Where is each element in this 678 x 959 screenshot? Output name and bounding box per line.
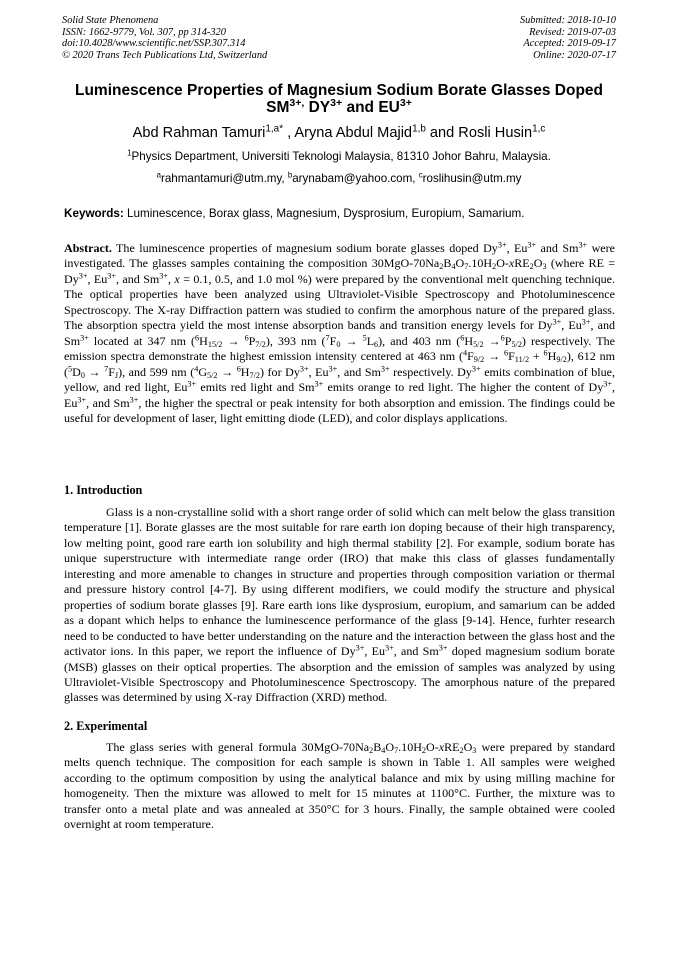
journal-copyright: © 2020 Trans Tech Publications Ltd, Switzerland [62,49,268,61]
keywords-text: Luminescence, Borax glass, Magnesium, Dysprosium, Europium, Samarium. [123,207,525,220]
journal-issn: ISSN: 1662-9779, Vol. 307, pp 314-320 [62,26,226,38]
author-emails: $^a$rahmantamuri@utm.my, $^b$arynabam@yahoo.com, $^c$roslihusin@utm.my [156,170,522,185]
keywords [64,207,624,221]
section-heading-experimental: 2. Experimental [64,719,148,733]
section-heading-introduction: 1. Introduction [64,483,143,497]
paper-title [48,82,630,116]
date-accepted: Accepted: 2019-09-17 [523,38,616,50]
date-submitted: Submitted: 2018-10-10 [519,15,616,26]
journal-header-left [62,15,267,61]
title-line-1: Luminescence Properties of Magnesium Sodium Borate Glasses Doped [75,82,603,99]
abstract-paragraph: Abstract. The luminescence properties of magnesium sodium borate glasses doped $Dy^{3+}$, $Eu^{3+}$ and $Sm^{3+}$ were investigated. The glasses samples containing the composition $30MgO-70Na_2B_4O_7.10H_2O-xRE_2O_3$ (where RE = $Dy^{3+}$, $Eu^{3+}$, and $Sm^{3+}$, x = 0.1, 0.5, and 1.0 mol %) were prepared by the conventional melt quenching technique. The optical properties have been analyzed using Ultraviolet-Visible Spectroscopy and Photoluminescence Spectroscopy. The X-ray Diffraction pattern was studied to confirm the amorphous nature of the prepared glass. The absorption spectra yield the most intense absorption bands and transition energy levels for $Dy^{3+}$, $Eu^{3+}$, and $Sm^{3+}$ located at 347 nm $(^6H_{15/2} \to ^6P_{7/2})$, 393 nm $(^7F_0 \to ^5L_6)$, and 403 nm $(^6H_{5/2} \to^6P_{5/2})$ respectively. The emission spectra demonstrate the highest emission intensity centered at 463 nm $(^4F_{9/2} \to ^6F_{11/2} + ^6H_{9/2})$, 612 nm $(^5D_0 \to ^7F_J)$, and 599 nm $(^4G_{5/2} \to ^6H_{7/2})$ for $Dy^{3+}$, $Eu^{3+}$, and $Sm^{3+}$ respectively. $Dy^{3+}$ emits combination of blue, yellow, and red light, $Eu^{3+}$ emits red light and $Sm^{3+}$ emits orange to red light. The higher the content of $Dy^{3+}$, $Eu^{3+}$, and $Sm^{3+}$, the higher the spectral or peak intensity for both absorption and emission. The findings could be useful for development of laser, light emitting diode (LED), and color displays applications. [64,240,616,425]
abstract-label: Abstract. [64,241,112,255]
experimental-paragraph: The glass series with general formula $30MgO-70Na_2B_4O_7.10H_2O-xRE_2O_3$ were prepared by standard melts quench technique. The composition for each sample is shown in Table 1. All samples were weighed according to the optimum composition by using the analytical balance and mix by using milling machine for homogeneity. Then the mixture was allowed to melt for 15 minutes at 1100°C. Further, the mixture was to transfer onto a metal plate and was annealed at 350°C for 3 hours. Finally, the sample obtained were cooled overnight at room temperature. [64,740,615,832]
date-revised: Revised: 2019-07-03 [529,26,616,38]
journal-name: Solid State Phenomena [62,15,159,26]
journal-header-right [520,15,616,61]
title-line-2: $SM^{3+,}$ $DY^{3+}$ and $EU^{3+}$ [266,97,412,116]
keywords-label: Keywords: [64,207,124,220]
author-list: Abd Rahman Tamuri$^{1,a*}$ , Aryna Abdul Majid$^{1,b}$ and Rosli Husin$^{1,c}$ [132,123,546,141]
affiliation: $^1$Physics Department, Universiti Teknologi Malaysia, 81310 Johor Bahru, Malaysia. [127,148,551,163]
introduction-paragraph: Glass is a non-crystalline solid with a short range order of solid which can melt below the glass transition temperature [1]. Borate glasses are the most suitable for rare earth ion doping because of their high transparency, low melting point, good rare earth ion solubility and high thermal stability [2]. For example, sodium borate has unique superstructure with intermediate range order (IRO) that make this class of glasses fundamentally interesting and more amenable to changes in structure and properties through composition variation or thermal and pressure history control [4-7]. By using different modifiers, we could modify the structure and physical properties of sodium borate glasses [9]. Rare earth ions like dysprosium, europium, and samarium can be added as a dopant which helps to enhance the luminescence performance of the glass [9-14]. Hence, furhter research need to be conducted to have better understanding on the nature and the interaction between the glass host and the activator ions. In this paper, we report the influence of $Dy^{3+}$, $Eu^{3+}$, and $Sm^{3+}$ doped magnesium sodium borate (MSB) glasses on their optical properties. The absorption and the emission of samples was analyzed by using Ultraviolet-Visible Spectroscopy and Photoluminescence Spectroscopy. The amorphous nature of the prepared glasses was determined by using X-ray Diffraction (XRD) method. [64,505,616,705]
date-online: Online: 2020-07-17 [533,49,616,61]
journal-doi: doi:10.4028/www.scientific.net/SSP.307.314 [62,38,246,50]
